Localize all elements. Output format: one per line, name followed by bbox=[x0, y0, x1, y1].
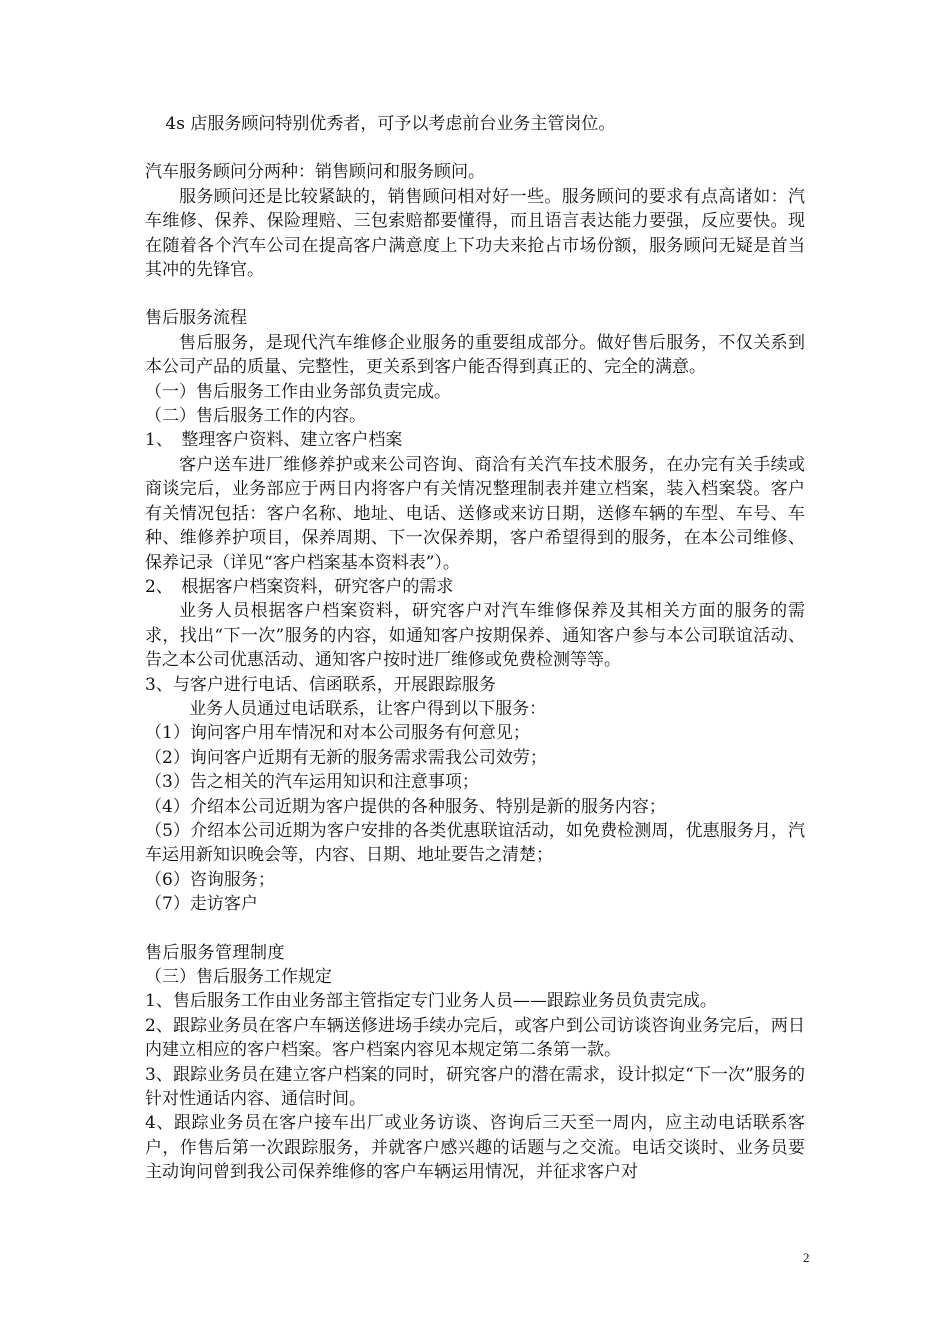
paragraph: （1）询问客户用车情况和对本公司服务有何意见； bbox=[145, 723, 530, 744]
paragraph: 1、售后服务工作由业务部主管指定专门业务人员——跟踪业务员负责完成。 bbox=[145, 991, 717, 1012]
paragraph: （6）咨询服务； bbox=[145, 869, 275, 890]
paragraph: 服务顾问还是比较紧缺的，销售顾问相对好一些。服务顾问的要求有点高诸如：汽车维修、保养、保险理赔、三包索赔都要懂得，而且语言表达能力要强，反应要快。现在随着各个汽车公司在提高客户满意度上下功夫来抢占市场份额，服务顾问无疑是首当其冲的先锋官。 bbox=[145, 186, 805, 281]
paragraph: （4）介绍本公司近期为客户提供的各种服务、特别是新的服务内容； bbox=[145, 796, 666, 817]
paragraph: （5）介绍本公司近期为客户安排的各类优惠联谊活动，如免费检测周，优惠服务月，汽车运用新知识晚会等，内容、日期、地址要告之清楚； bbox=[145, 820, 805, 866]
paragraph: （二）售后服务工作的内容。 bbox=[145, 406, 366, 427]
paragraph: 售后服务流程 bbox=[145, 308, 247, 329]
document-body bbox=[145, 112, 805, 1185]
page-number: 2 bbox=[803, 1250, 810, 1265]
paragraph-gap bbox=[145, 136, 805, 160]
paragraph: 3、与客户进行电话、信函联系，开展跟踪服务 bbox=[145, 674, 496, 695]
paragraph: （7）走访客户 bbox=[145, 894, 258, 915]
paragraph: 3、跟踪业务员在建立客户档案的同时，研究客户的潜在需求，设计拟定“下一次”服务的针对性通话内容、通信时间。 bbox=[145, 1064, 805, 1110]
paragraph: 2、跟踪业务员在客户车辆送修进场手续办完后，或客户到公司访谈咨询业务完后，两日内建立相应的客户档案。客户档案内容见本规定第二条第一款。 bbox=[145, 1015, 805, 1061]
paragraph: 4、跟踪业务员在客户接车出厂或业务访谈、咨询后三天至一周内，应主动电话联系客户，作售后第一次跟踪服务，并就客户感兴趣的话题与之交流。电话交谈时、业务员要主动询问曾到我公司保养维修的客户车辆运用情况，并征求客户对 bbox=[145, 1113, 805, 1183]
paragraph: 业务人员通过电话联系，让客户得到以下服务： bbox=[189, 698, 547, 719]
paragraph: 4s 店服务顾问特别优秀者，可予以考虑前台业务主管岗位。 bbox=[165, 114, 616, 134]
paragraph: （3）告之相关的汽车运用知识和注意事项； bbox=[145, 772, 479, 793]
paragraph: 客户送车进厂维修养护或来公司咨询、商洽有关汽车技术服务，在办完有关手续或商谈完后，业务部应于两日内将客户有关情况整理制表并建立档案，装入档案袋。客户有关情况包括：客户名称、地址、电话、送修或来访日期，送修车辆的车型、车号、车种、维修养护项目，保养周期、下一次保养期，客户希望得到的服务，在本公司维修、保养记录（详见“客户档案基本资料表”）。 bbox=[145, 454, 805, 573]
paragraph: 售后服务管理制度 bbox=[145, 942, 285, 963]
paragraph: 售后服务，是现代汽车维修企业服务的重要组成部分。做好售后服务，不仅关系到本公司产品的质量、完整性，更关系到客户能否得到真正的、完全的满意。 bbox=[145, 332, 805, 378]
paragraph: 1、 整理客户资料、建立客户档案 bbox=[145, 430, 403, 451]
paragraph: 汽车服务顾问分两种：销售顾问和服务顾问。 bbox=[145, 162, 485, 183]
paragraph-gap bbox=[145, 282, 805, 306]
paragraph: （三）售后服务工作规定 bbox=[145, 967, 332, 987]
paragraph-gap bbox=[145, 917, 805, 941]
paragraph: （一）售后服务工作由业务部负责完成。 bbox=[145, 381, 451, 402]
paragraph: 2、 根据客户档案资料，研究客户的需求 bbox=[145, 576, 454, 597]
paragraph: （2）询问客户近期有无新的服务需求需我公司效劳； bbox=[145, 747, 547, 768]
paragraph: 业务人员根据客户档案资料，研究客户对汽车维修保养及其相关方面的服务的需求，找出“下一次”服务的内容，如通知客户按期保养、通知客户参与本公司联谊活动、告之本公司优惠活动、通知客户按时进厂维修或免费检测等等。 bbox=[145, 601, 805, 671]
